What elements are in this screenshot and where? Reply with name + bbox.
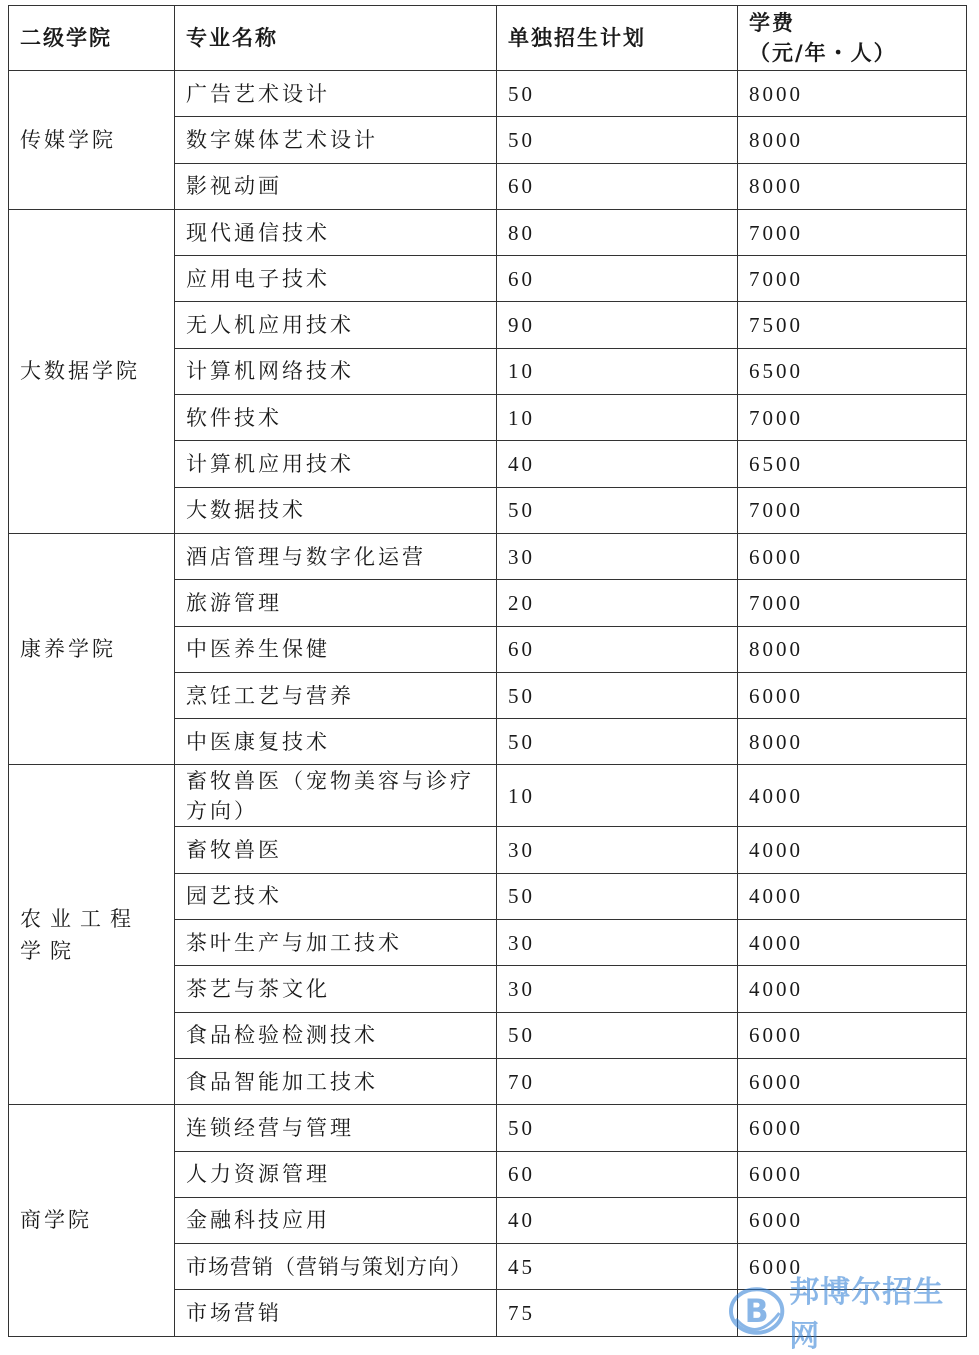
plan-cell: 80 (497, 209, 738, 255)
table-row (9, 1105, 967, 1151)
header-fee-line1: 学费 (749, 10, 795, 35)
header-major: 专业名称 (175, 6, 497, 71)
header-fee (738, 6, 967, 71)
college-cell: 农业工程学院 (9, 765, 175, 1105)
fee-cell: 4000 (738, 920, 967, 966)
fee-cell: 8000 (738, 117, 967, 163)
plan-cell: 50 (497, 71, 738, 117)
plan-cell: 60 (497, 626, 738, 672)
plan-cell: 50 (497, 719, 738, 765)
plan-cell: 50 (497, 873, 738, 919)
fee-cell: 6000 (738, 1012, 967, 1058)
fee-cell: 8000 (738, 71, 967, 117)
fee-cell: 6000 (738, 1244, 967, 1290)
fee-cell: 7000 (738, 487, 967, 533)
plan-cell: 60 (497, 163, 738, 209)
plan-cell: 30 (497, 966, 738, 1012)
plan-cell: 40 (497, 441, 738, 487)
major-cell: 软件技术 (175, 395, 497, 441)
fee-cell: 7000 (738, 395, 967, 441)
major-cell: 酒店管理与数字化运营 (175, 533, 497, 579)
major-cell: 园艺技术 (175, 873, 497, 919)
fee-cell: 7000 (738, 209, 967, 255)
major-cell: 数字媒体艺术设计 (175, 117, 497, 163)
admissions-table (8, 5, 967, 1337)
major-cell: 广告艺术设计 (175, 71, 497, 117)
plan-cell: 50 (497, 1012, 738, 1058)
major-cell: 畜牧兽医 (175, 827, 497, 873)
plan-cell: 50 (497, 487, 738, 533)
college-cell: 传媒学院 (9, 71, 175, 210)
college-cell: 商学院 (9, 1105, 175, 1336)
major-cell: 市场营销 (175, 1290, 497, 1336)
plan-cell: 10 (497, 395, 738, 441)
major-cell: 中医养生保健 (175, 626, 497, 672)
plan-cell: 45 (497, 1244, 738, 1290)
table-row (9, 71, 967, 117)
major-cell: 计算机网络技术 (175, 348, 497, 394)
header-row (9, 6, 967, 71)
major-cell: 畜牧兽医（宠物美容与诊疗方向） (175, 765, 497, 827)
watermark-text: 邦博尔招生网 (789, 1275, 945, 1354)
plan-cell: 10 (497, 348, 738, 394)
fee-cell: 7000 (738, 580, 967, 626)
fee-cell: 6000 (738, 672, 967, 718)
major-cell: 烹饪工艺与营养 (175, 672, 497, 718)
fee-cell: 8000 (738, 163, 967, 209)
major-cell: 无人机应用技术 (175, 302, 497, 348)
fee-cell: 6000 (738, 1151, 967, 1197)
plan-cell: 90 (497, 302, 738, 348)
plan-cell: 30 (497, 920, 738, 966)
watermark-logo-icon (728, 1283, 785, 1339)
major-cell: 计算机应用技术 (175, 441, 497, 487)
fee-cell: 6000 (738, 533, 967, 579)
major-cell: 连锁经营与管理 (175, 1105, 497, 1151)
plan-cell: 50 (497, 1105, 738, 1151)
fee-cell: 4000 (738, 827, 967, 873)
fee-cell: 4000 (738, 873, 967, 919)
fee-cell: 4000 (738, 966, 967, 1012)
plan-cell: 50 (497, 117, 738, 163)
header-fee-line2: （元/年・人） (749, 40, 897, 65)
fee-cell: 6000 (738, 1105, 967, 1151)
table-row (9, 765, 967, 827)
header-college: 二级学院 (9, 6, 175, 71)
plan-cell: 60 (497, 256, 738, 302)
college-cell: 康养学院 (9, 533, 175, 764)
major-cell: 大数据技术 (175, 487, 497, 533)
plan-cell: 70 (497, 1058, 738, 1104)
table-row (9, 533, 967, 579)
major-cell: 金融科技应用 (175, 1197, 497, 1243)
major-cell: 市场营销（营销与策划方向） (175, 1244, 497, 1290)
header-plan: 单独招生计划 (497, 6, 738, 71)
fee-cell: 6500 (738, 441, 967, 487)
fee-cell: 4000 (738, 765, 967, 827)
college-cell: 大数据学院 (9, 209, 175, 533)
plan-cell: 75 (497, 1290, 738, 1336)
site-watermark (728, 1275, 973, 1354)
fee-cell: 6000 (738, 1058, 967, 1104)
fee-cell: 8000 (738, 719, 967, 765)
major-cell: 人力资源管理 (175, 1151, 497, 1197)
fee-cell: 6000 (738, 1197, 967, 1243)
major-cell: 旅游管理 (175, 580, 497, 626)
major-cell: 影视动画 (175, 163, 497, 209)
plan-cell: 40 (497, 1197, 738, 1243)
plan-cell: 60 (497, 1151, 738, 1197)
table-row (9, 209, 967, 255)
plan-cell: 20 (497, 580, 738, 626)
major-cell: 茶艺与茶文化 (175, 966, 497, 1012)
major-cell: 食品检验检测技术 (175, 1012, 497, 1058)
fee-cell: 6500 (738, 348, 967, 394)
major-cell: 中医康复技术 (175, 719, 497, 765)
plan-cell: 10 (497, 765, 738, 827)
fee-cell: 7000 (738, 256, 967, 302)
fee-cell: 8000 (738, 626, 967, 672)
watermark-logo-letter: B (744, 1293, 769, 1330)
major-cell: 现代通信技术 (175, 209, 497, 255)
major-cell: 食品智能加工技术 (175, 1058, 497, 1104)
major-cell: 应用电子技术 (175, 256, 497, 302)
plan-cell: 30 (497, 827, 738, 873)
plan-cell: 50 (497, 672, 738, 718)
plan-cell: 30 (497, 533, 738, 579)
major-cell: 茶叶生产与加工技术 (175, 920, 497, 966)
fee-cell: 7500 (738, 302, 967, 348)
